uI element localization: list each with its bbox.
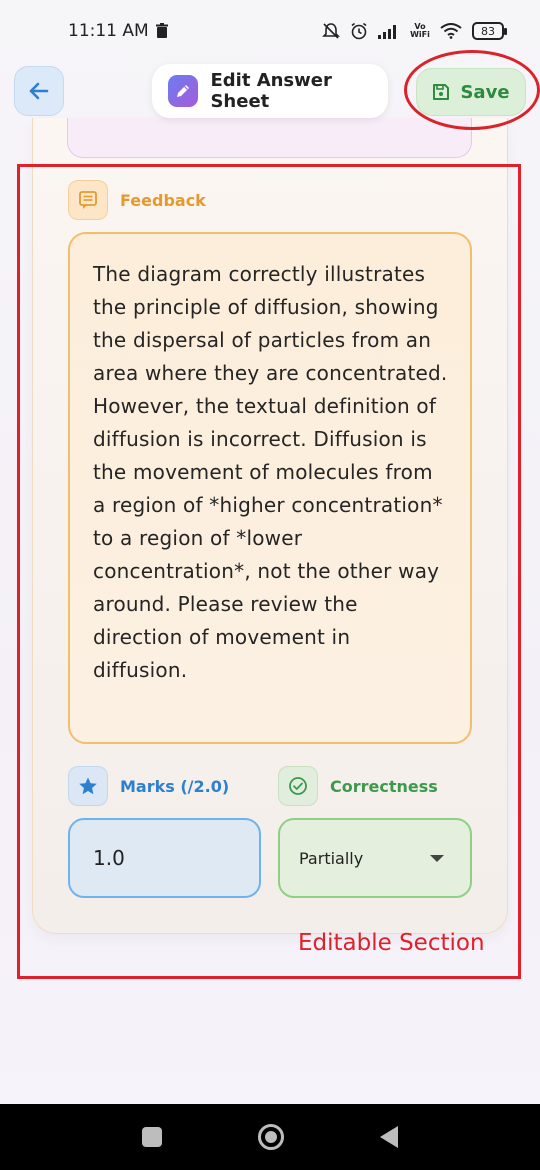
- star-icon: [68, 766, 108, 806]
- page-title: Edit Answer Sheet: [210, 70, 332, 112]
- feedback-textarea[interactable]: [68, 232, 472, 744]
- trash-icon: [155, 23, 169, 39]
- correctness-selected-value: Partially: [299, 848, 364, 868]
- home-icon[interactable]: [258, 1124, 284, 1150]
- recents-icon[interactable]: [142, 1127, 162, 1147]
- editable-section-annotation-label: Editable Section: [298, 930, 485, 956]
- app-bar: [0, 62, 540, 124]
- system-nav-bar: [0, 1104, 540, 1170]
- wifi-icon: [440, 23, 462, 39]
- save-disk-icon: [432, 83, 450, 101]
- battery-icon: [472, 22, 504, 40]
- wifi-calling-label: Vo WiFi: [410, 22, 430, 39]
- mute-icon: [322, 22, 340, 40]
- signal-icon: [378, 23, 400, 39]
- status-icons: [322, 22, 504, 40]
- marks-label: Marks (/2.0): [120, 776, 230, 796]
- feedback-header: [68, 180, 206, 220]
- correctness-label: Correctness: [330, 776, 438, 796]
- previous-answer-box: [67, 118, 472, 158]
- nav-back-icon[interactable]: [380, 1126, 398, 1148]
- marks-header: [68, 766, 229, 806]
- back-arrow-icon: [27, 79, 51, 103]
- feedback-text: The diagram correctly illustrates the principle of diffusion, showing the dispersal of particles from an area where they are concentrated. However, the textual definition of diffusion is incorrect. Diffusion is the movement of molecules from a region of *higher concentration* to a region of *lower concentration*, not the other way around. Please review the direction of movement in diffusion.: [93, 262, 448, 682]
- marks-input[interactable]: [68, 818, 261, 898]
- status-time-group: [68, 21, 169, 41]
- back-button[interactable]: [14, 66, 64, 116]
- save-button-label: Save: [460, 81, 510, 103]
- status-bar: [0, 0, 540, 62]
- save-button[interactable]: [416, 68, 526, 116]
- check-circle-icon: [278, 766, 318, 806]
- status-time: 11:11 AM: [68, 21, 149, 41]
- feedback-label: Feedback: [120, 190, 206, 210]
- comment-icon: [68, 180, 108, 220]
- page-title-chip: [152, 64, 388, 118]
- alarm-icon: [350, 22, 368, 40]
- chevron-down-icon: [430, 855, 444, 862]
- correctness-header: [278, 766, 438, 806]
- correctness-dropdown[interactable]: [278, 818, 472, 898]
- battery-level: 83: [481, 24, 495, 38]
- edit-pencil-icon: [168, 75, 198, 107]
